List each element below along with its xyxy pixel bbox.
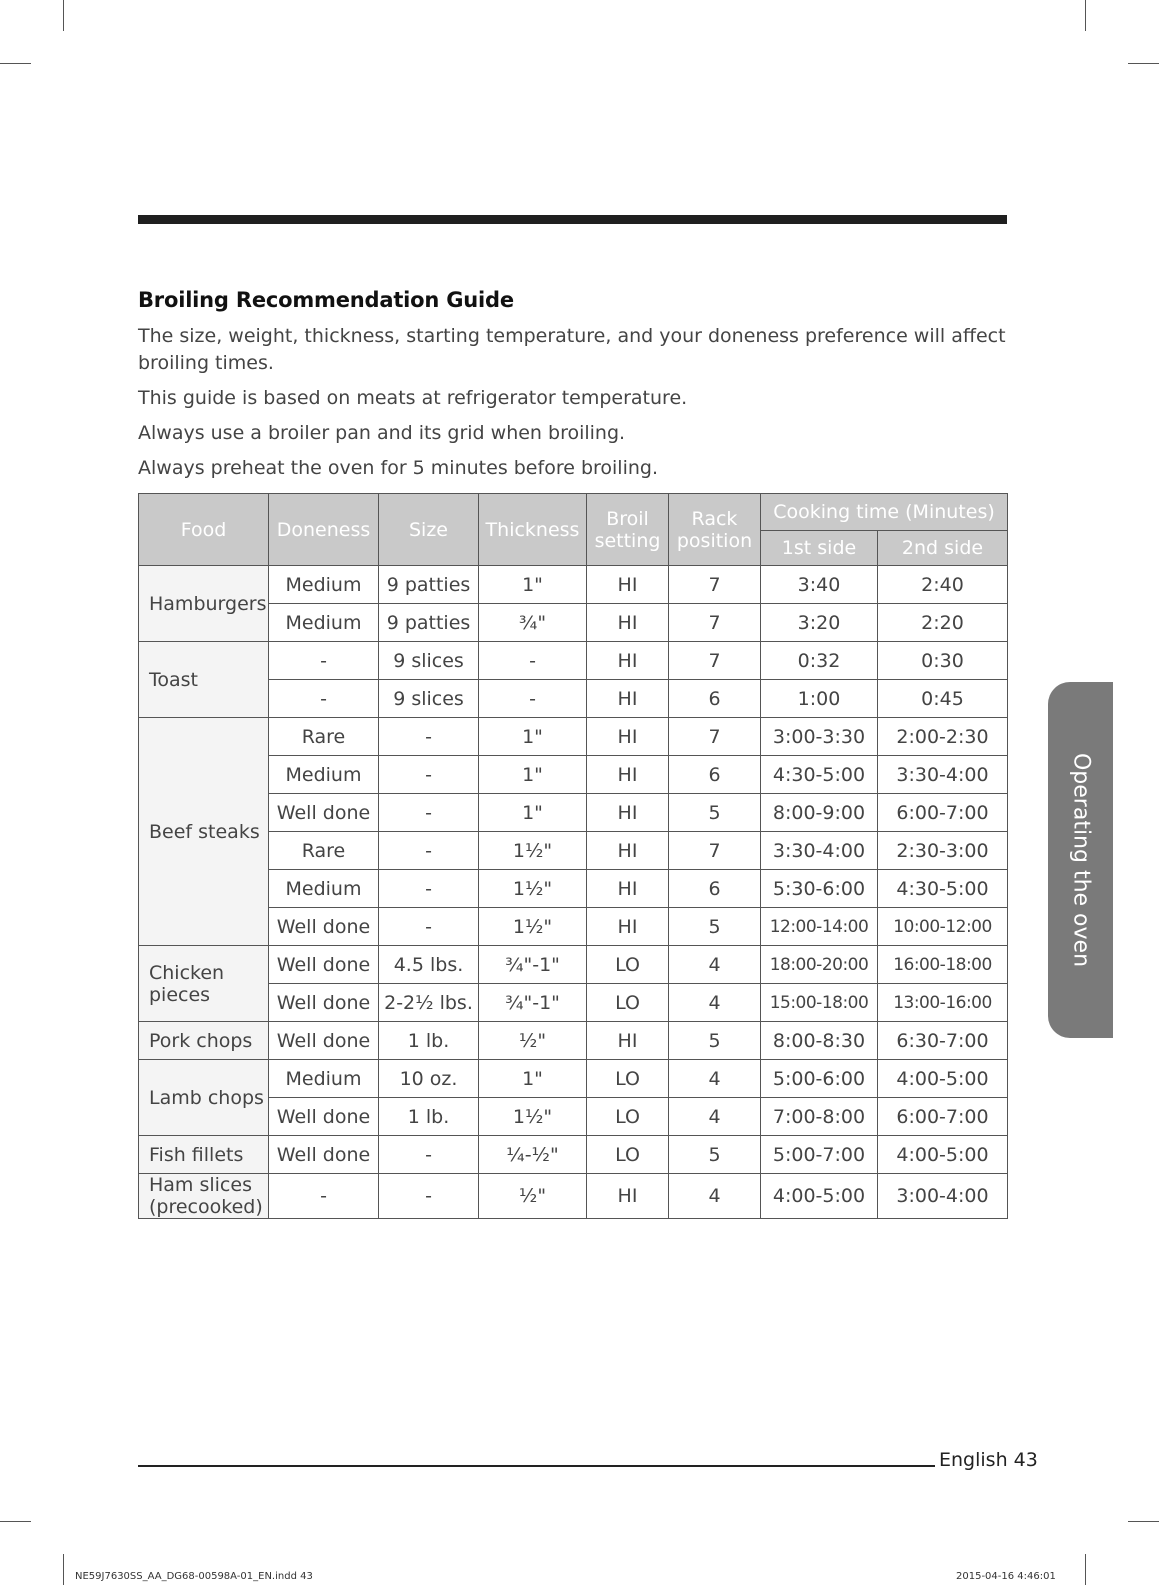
doneness-cell: Well done xyxy=(269,1022,379,1060)
table-row xyxy=(139,908,1008,946)
thickness-cell: 1" xyxy=(479,756,587,794)
table-header-row xyxy=(139,494,1008,531)
doneness-cell: Well done xyxy=(269,984,379,1022)
second-cell: 4:00-5:00 xyxy=(878,1060,1008,1098)
rack-cell: 4 xyxy=(669,984,761,1022)
table-row xyxy=(139,756,1008,794)
rack-cell: 7 xyxy=(669,832,761,870)
table-row xyxy=(139,642,1008,680)
rack-cell: 6 xyxy=(669,680,761,718)
table-row xyxy=(139,832,1008,870)
doneness-cell: Medium xyxy=(269,870,379,908)
broil-cell: HI xyxy=(587,832,669,870)
doneness-cell: Well done xyxy=(269,908,379,946)
table-row xyxy=(139,1022,1008,1060)
first-cell: 0:32 xyxy=(761,642,878,680)
doneness-cell: - xyxy=(269,680,379,718)
broil-cell: HI xyxy=(587,680,669,718)
broil-cell: HI xyxy=(587,794,669,832)
doneness-cell: Well done xyxy=(269,1136,379,1174)
first-cell: 5:30-6:00 xyxy=(761,870,878,908)
table-row xyxy=(139,566,1008,604)
footer-rule xyxy=(138,1465,935,1467)
second-cell: 6:00-7:00 xyxy=(878,794,1008,832)
chapter-tab-label: Operating the oven xyxy=(1068,752,1093,968)
first-cell: 3:20 xyxy=(761,604,878,642)
doneness-cell: Well done xyxy=(269,794,379,832)
size-cell: - xyxy=(379,756,479,794)
broil-cell: HI xyxy=(587,870,669,908)
table-row xyxy=(139,984,1008,1022)
doneness-cell: Medium xyxy=(269,566,379,604)
thickness-cell: ½" xyxy=(479,1022,587,1060)
size-cell: - xyxy=(379,1136,479,1174)
second-cell: 2:40 xyxy=(878,566,1008,604)
page-title: Broiling Recommendation Guide xyxy=(138,288,514,312)
first-cell: 12:00-14:00 xyxy=(761,908,878,946)
second-cell: 13:00-16:00 xyxy=(878,984,1008,1022)
size-cell: - xyxy=(379,718,479,756)
intro-paragraph: Always preheat the oven for 5 minutes before broiling. xyxy=(138,457,658,479)
first-cell: 18:00-20:00 xyxy=(761,946,878,984)
rack-cell: 7 xyxy=(669,604,761,642)
header-broil-setting: Broil setting xyxy=(587,494,669,566)
broil-cell: HI xyxy=(587,718,669,756)
second-cell: 0:45 xyxy=(878,680,1008,718)
food-cell: Fish fillets xyxy=(139,1136,269,1174)
food-cell: Ham slices (precooked) xyxy=(139,1174,269,1219)
table-row xyxy=(139,1060,1008,1098)
thickness-cell: - xyxy=(479,642,587,680)
header-rack-position: Rack position xyxy=(669,494,761,566)
size-cell: 10 oz. xyxy=(379,1060,479,1098)
crop-mark xyxy=(63,1554,64,1585)
thickness-cell: 1" xyxy=(479,794,587,832)
page-number: English 43 xyxy=(939,1449,1038,1471)
header-thickness: Thickness xyxy=(479,494,587,566)
rack-cell: 4 xyxy=(669,1174,761,1219)
thickness-cell: ¼-½" xyxy=(479,1136,587,1174)
table-row xyxy=(139,946,1008,984)
rack-cell: 5 xyxy=(669,1022,761,1060)
broiling-table xyxy=(138,493,1008,1219)
thickness-cell: ¾"-1" xyxy=(479,984,587,1022)
first-cell: 5:00-7:00 xyxy=(761,1136,878,1174)
size-cell: - xyxy=(379,794,479,832)
header-cooking-time: Cooking time (Minutes) xyxy=(761,494,1008,531)
crop-mark xyxy=(1085,1554,1086,1585)
doneness-cell: Medium xyxy=(269,756,379,794)
thickness-cell: 1" xyxy=(479,1060,587,1098)
broil-cell: LO xyxy=(587,1060,669,1098)
second-cell: 16:00-18:00 xyxy=(878,946,1008,984)
file-slug: NE59J7630SS_AA_DG68-00598A-01_EN.indd 43 xyxy=(75,1571,313,1582)
table-row xyxy=(139,794,1008,832)
header-food: Food xyxy=(139,494,269,566)
second-cell: 0:30 xyxy=(878,642,1008,680)
intro-paragraph: Always use a broiler pan and its grid when broiling. xyxy=(138,422,626,444)
rack-cell: 7 xyxy=(669,642,761,680)
second-cell: 10:00-12:00 xyxy=(878,908,1008,946)
size-cell: 9 slices xyxy=(379,642,479,680)
size-cell: 1 lb. xyxy=(379,1022,479,1060)
table-row xyxy=(139,1098,1008,1136)
rack-cell: 5 xyxy=(669,794,761,832)
broil-cell: HI xyxy=(587,1174,669,1219)
thickness-cell: 1½" xyxy=(479,1098,587,1136)
crop-mark xyxy=(1085,0,1086,31)
crop-mark xyxy=(0,1521,31,1522)
first-cell: 1:00 xyxy=(761,680,878,718)
size-cell: 9 patties xyxy=(379,566,479,604)
broil-cell: HI xyxy=(587,642,669,680)
intro-paragraph: This guide is based on meats at refrigerator temperature. xyxy=(138,387,688,409)
thickness-cell: ¾"-1" xyxy=(479,946,587,984)
broil-cell: HI xyxy=(587,756,669,794)
date-slug: 2015-04-16 4:46:01 xyxy=(956,1571,1056,1582)
crop-mark xyxy=(1128,1521,1159,1522)
broil-cell: HI xyxy=(587,566,669,604)
thickness-cell: 1" xyxy=(479,566,587,604)
size-cell: 1 lb. xyxy=(379,1098,479,1136)
broil-cell: HI xyxy=(587,908,669,946)
thickness-cell: - xyxy=(479,680,587,718)
rack-cell: 6 xyxy=(669,870,761,908)
doneness-cell: Medium xyxy=(269,1060,379,1098)
first-cell: 8:00-8:30 xyxy=(761,1022,878,1060)
second-cell: 6:00-7:00 xyxy=(878,1098,1008,1136)
size-cell: 2-2½ lbs. xyxy=(379,984,479,1022)
crop-mark xyxy=(1128,63,1159,64)
first-cell: 15:00-18:00 xyxy=(761,984,878,1022)
first-cell: 4:30-5:00 xyxy=(761,756,878,794)
rack-cell: 5 xyxy=(669,908,761,946)
second-cell: 2:20 xyxy=(878,604,1008,642)
doneness-cell: - xyxy=(269,642,379,680)
size-cell: - xyxy=(379,908,479,946)
first-cell: 3:30-4:00 xyxy=(761,832,878,870)
rack-cell: 4 xyxy=(669,1098,761,1136)
rack-cell: 5 xyxy=(669,1136,761,1174)
table-row xyxy=(139,1136,1008,1174)
header-second-side: 2nd side xyxy=(878,531,1008,566)
food-cell: Toast xyxy=(139,642,269,718)
rack-cell: 7 xyxy=(669,566,761,604)
table-row xyxy=(139,718,1008,756)
first-cell: 3:40 xyxy=(761,566,878,604)
size-cell: - xyxy=(379,832,479,870)
size-cell: 9 patties xyxy=(379,604,479,642)
size-cell: 4.5 lbs. xyxy=(379,946,479,984)
rack-cell: 4 xyxy=(669,1060,761,1098)
second-cell: 2:30-3:00 xyxy=(878,832,1008,870)
thickness-cell: 1½" xyxy=(479,870,587,908)
food-cell: Hamburgers xyxy=(139,566,269,642)
rack-cell: 7 xyxy=(669,718,761,756)
table-body xyxy=(139,566,1008,1219)
size-cell: 9 slices xyxy=(379,680,479,718)
doneness-cell: - xyxy=(269,1174,379,1219)
broil-cell: HI xyxy=(587,1022,669,1060)
doneness-cell: Medium xyxy=(269,604,379,642)
second-cell: 3:00-4:00 xyxy=(878,1174,1008,1219)
doneness-cell: Well done xyxy=(269,1098,379,1136)
second-cell: 3:30-4:00 xyxy=(878,756,1008,794)
first-cell: 8:00-9:00 xyxy=(761,794,878,832)
broil-cell: LO xyxy=(587,984,669,1022)
section-rule xyxy=(138,215,1007,224)
thickness-cell: ¾" xyxy=(479,604,587,642)
first-cell: 3:00-3:30 xyxy=(761,718,878,756)
header-doneness: Doneness xyxy=(269,494,379,566)
food-cell: Lamb chops xyxy=(139,1060,269,1136)
thickness-cell: 1½" xyxy=(479,832,587,870)
header-first-side: 1st side xyxy=(761,531,878,566)
size-cell: - xyxy=(379,1174,479,1219)
table-row xyxy=(139,870,1008,908)
table-row xyxy=(139,604,1008,642)
rack-cell: 4 xyxy=(669,946,761,984)
intro-text xyxy=(138,323,1018,490)
doneness-cell: Rare xyxy=(269,832,379,870)
crop-mark xyxy=(63,0,64,31)
thickness-cell: ½" xyxy=(479,1174,587,1219)
chapter-tab xyxy=(1048,682,1113,1038)
intro-paragraph: The size, weight, thickness, starting temperature, and your doneness preference will affect broiling times. xyxy=(138,325,1006,374)
second-cell: 4:00-5:00 xyxy=(878,1136,1008,1174)
first-cell: 5:00-6:00 xyxy=(761,1060,878,1098)
thickness-cell: 1" xyxy=(479,718,587,756)
second-cell: 4:30-5:00 xyxy=(878,870,1008,908)
doneness-cell: Rare xyxy=(269,718,379,756)
second-cell: 2:00-2:30 xyxy=(878,718,1008,756)
broil-cell: HI xyxy=(587,604,669,642)
rack-cell: 6 xyxy=(669,756,761,794)
first-cell: 4:00-5:00 xyxy=(761,1174,878,1219)
food-cell: Pork chops xyxy=(139,1022,269,1060)
first-cell: 7:00-8:00 xyxy=(761,1098,878,1136)
food-cell: Beef steaks xyxy=(139,718,269,946)
broil-cell: LO xyxy=(587,1098,669,1136)
food-cell: Chicken pieces xyxy=(139,946,269,1022)
thickness-cell: 1½" xyxy=(479,908,587,946)
doneness-cell: Well done xyxy=(269,946,379,984)
header-size: Size xyxy=(379,494,479,566)
broil-cell: LO xyxy=(587,946,669,984)
broil-cell: LO xyxy=(587,1136,669,1174)
size-cell: - xyxy=(379,870,479,908)
table-row xyxy=(139,680,1008,718)
second-cell: 6:30-7:00 xyxy=(878,1022,1008,1060)
table-row xyxy=(139,1174,1008,1219)
crop-mark xyxy=(0,63,31,64)
